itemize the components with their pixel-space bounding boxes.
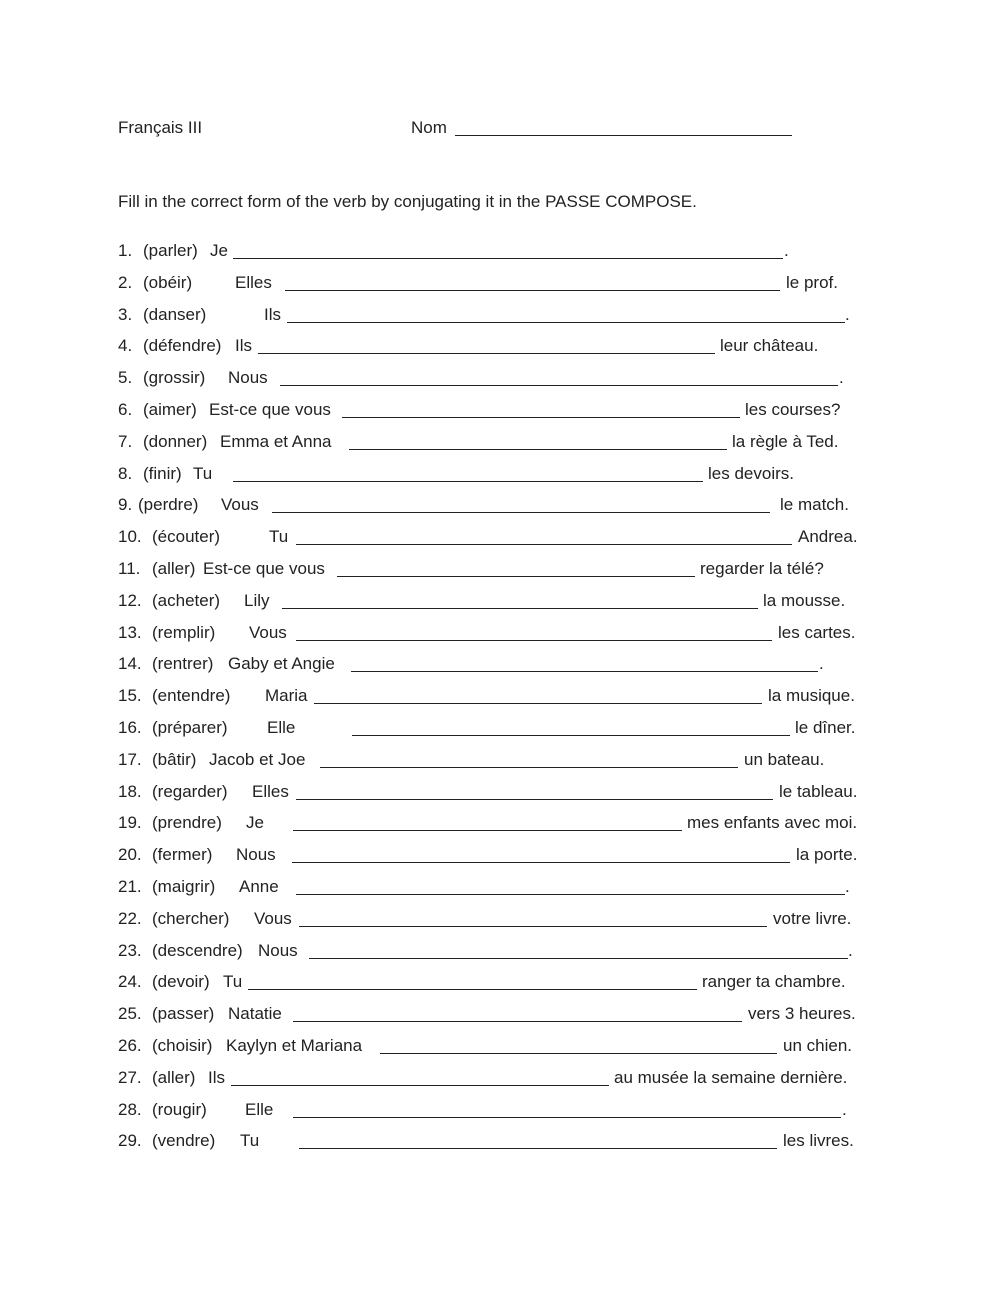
exercise-item	[0, 432, 1000, 454]
item-verb: (chercher)	[152, 908, 230, 928]
item-subject: Je	[210, 241, 228, 260]
answer-blank[interactable]	[296, 877, 845, 895]
answer-blank[interactable]	[233, 241, 783, 259]
item-ending: les courses?	[745, 400, 841, 419]
item-verb: (choisir)	[152, 1036, 213, 1055]
item-subject: Nous	[236, 845, 276, 865]
item-subject: Elles	[252, 781, 289, 801]
answer-blank[interactable]	[296, 623, 772, 641]
exercise-item	[0, 782, 1000, 804]
item-number: 14.	[118, 654, 142, 674]
item-verb: (fermer)	[152, 845, 213, 865]
item-subject: Ils	[235, 336, 252, 356]
item-number: 29.	[118, 1131, 142, 1151]
exercise-item	[0, 750, 1000, 772]
answer-blank[interactable]	[299, 1131, 777, 1149]
item-number: 17.	[118, 749, 142, 769]
item-ending: .	[845, 304, 850, 324]
item-ending: votre livre.	[773, 908, 852, 928]
item-subject: Kaylyn et Mariana	[226, 1036, 363, 1055]
answer-blank[interactable]	[287, 305, 845, 323]
item-ending: ranger ta chambre.	[702, 972, 846, 992]
exercise-item	[0, 1004, 1000, 1026]
exercise-item	[0, 1131, 1000, 1153]
worksheet-header	[0, 118, 1000, 140]
item-verb: (devoir)	[152, 972, 210, 992]
item-subject: Nous	[228, 368, 268, 388]
item-number: 10.	[118, 527, 142, 547]
item-verb: (rougir)	[152, 1099, 207, 1119]
item-verb: (obéir)	[143, 272, 193, 292]
item-subject: Est-ce que vous	[203, 559, 325, 578]
course-title: Français III	[118, 118, 203, 137]
exercise-item	[0, 305, 1000, 327]
name-label: Nom	[411, 118, 447, 137]
answer-blank[interactable]	[309, 941, 848, 959]
item-subject: Maria	[265, 686, 308, 706]
item-subject: Ils	[264, 304, 281, 324]
item-number: 27.	[118, 1067, 142, 1087]
answer-blank[interactable]	[233, 464, 703, 482]
item-subject: Jacob et Joe	[209, 749, 306, 769]
item-number: 24.	[118, 972, 142, 992]
item-verb: (défendre)	[143, 336, 222, 356]
item-verb: (grossir)	[143, 368, 206, 388]
answer-blank[interactable]	[314, 686, 762, 704]
item-number: 12.	[118, 590, 142, 610]
item-subject: Elle	[267, 718, 296, 737]
item-number: 23.	[118, 940, 142, 960]
item-number: 15.	[118, 686, 142, 706]
answer-blank[interactable]	[380, 1036, 777, 1054]
item-number: 7.	[118, 431, 133, 451]
answer-blank[interactable]	[292, 845, 790, 863]
answer-blank[interactable]	[293, 1100, 841, 1118]
answer-blank[interactable]	[293, 813, 682, 831]
item-subject: Tu	[193, 463, 213, 483]
exercise-item	[0, 591, 1000, 613]
item-number: 22.	[118, 908, 142, 928]
exercise-item	[0, 400, 1000, 422]
item-subject: Lily	[244, 590, 270, 610]
item-ending: au musée la semaine dernière.	[614, 1067, 848, 1087]
item-ending: la mousse.	[763, 590, 846, 610]
item-subject: Tu	[240, 1131, 260, 1151]
item-number: 26.	[118, 1036, 142, 1055]
item-verb: (regarder)	[152, 781, 228, 801]
item-verb: (écouter)	[152, 527, 221, 547]
item-number: 8.	[118, 463, 133, 483]
item-ending: les devoirs.	[708, 463, 794, 483]
item-ending: un bateau.	[744, 749, 825, 769]
item-ending: .	[819, 654, 824, 674]
answer-blank[interactable]	[282, 591, 758, 609]
item-number: 21.	[118, 877, 142, 896]
item-number: 20.	[118, 845, 142, 865]
item-ending: mes enfants avec moi.	[687, 813, 858, 833]
item-number: 19.	[118, 813, 142, 833]
item-verb: (aimer)	[143, 400, 197, 419]
exercise-item	[0, 686, 1000, 708]
item-verb: (aller)	[152, 1067, 196, 1087]
item-verb: (acheter)	[152, 590, 221, 610]
exercise-item	[0, 527, 1000, 549]
item-verb: (entendre)	[152, 686, 231, 706]
item-ending: les cartes.	[778, 622, 856, 642]
item-ending: la musique.	[768, 686, 855, 706]
exercise-item	[0, 909, 1000, 931]
exercise-item	[0, 559, 1000, 581]
answer-blank[interactable]	[320, 750, 738, 768]
answer-blank[interactable]	[293, 1004, 742, 1022]
item-verb: (parler)	[143, 241, 198, 260]
item-ending: leur château.	[720, 336, 819, 356]
item-subject: Ils	[208, 1067, 225, 1087]
item-number: 16.	[118, 718, 142, 737]
item-ending: le dîner.	[795, 718, 856, 737]
answer-blank[interactable]	[285, 273, 780, 291]
exercise-item	[0, 1036, 1000, 1058]
answer-blank[interactable]	[248, 972, 697, 990]
item-verb: (maigrir)	[152, 877, 216, 896]
answer-blank[interactable]	[258, 336, 715, 354]
item-ending: le match.	[780, 495, 849, 515]
item-verb: (passer)	[152, 1004, 215, 1024]
item-ending: le prof.	[786, 272, 838, 292]
exercise-item	[0, 241, 1000, 263]
item-verb: (descendre)	[152, 940, 243, 960]
item-subject: Gaby et Angie	[228, 654, 335, 674]
exercise-item	[0, 877, 1000, 899]
item-ending: vers 3 heures.	[748, 1004, 856, 1024]
item-subject: Elle	[245, 1099, 274, 1119]
item-ending: .	[784, 241, 789, 260]
item-number: 5.	[118, 368, 133, 388]
answer-blank[interactable]	[296, 527, 792, 545]
exercise-item	[0, 972, 1000, 994]
item-ending: la règle à Ted.	[732, 431, 839, 451]
exercise-item	[0, 1068, 1000, 1090]
answer-blank[interactable]	[272, 495, 770, 513]
item-verb: (aller)	[152, 559, 196, 578]
exercise-item	[0, 623, 1000, 645]
item-verb: (bâtir)	[152, 749, 197, 769]
item-ending: la porte.	[796, 845, 858, 865]
instructions: Fill in the correct form of the verb by conjugating it in the PASSE COMPOSE.	[118, 192, 697, 211]
item-verb: (perdre)	[138, 495, 199, 515]
exercise-item	[0, 495, 1000, 517]
item-number: 28.	[118, 1099, 142, 1119]
exercise-item	[0, 1100, 1000, 1122]
item-ending: regarder la télé?	[700, 559, 824, 578]
exercise-item	[0, 718, 1000, 740]
item-number: 11.	[118, 559, 141, 578]
item-subject: Vous	[254, 908, 292, 928]
item-verb: (danser)	[143, 304, 207, 324]
item-subject: Nous	[258, 940, 298, 960]
answer-blank[interactable]	[337, 559, 695, 577]
exercise-item	[0, 336, 1000, 358]
item-subject: Tu	[223, 972, 243, 992]
item-ending: .	[839, 368, 844, 388]
answer-blank[interactable]	[349, 432, 727, 450]
item-ending: un chien.	[783, 1036, 852, 1055]
exercise-item	[0, 654, 1000, 676]
item-ending: .	[842, 1099, 847, 1119]
item-subject: Natatie	[228, 1004, 282, 1024]
item-subject: Emma et Anna	[220, 431, 332, 451]
answer-blank[interactable]	[352, 718, 790, 736]
exercise-item	[0, 941, 1000, 963]
answer-blank[interactable]	[280, 368, 838, 386]
exercise-item	[0, 845, 1000, 867]
item-verb: (remplir)	[152, 622, 216, 642]
name-blank[interactable]	[455, 135, 792, 136]
answer-blank[interactable]	[231, 1068, 609, 1086]
item-number: 13.	[118, 622, 142, 642]
item-subject: Je	[246, 813, 264, 833]
item-ending: le tableau.	[779, 781, 858, 801]
item-ending: Andrea.	[798, 527, 858, 547]
item-subject: Anne	[239, 877, 279, 896]
answer-blank[interactable]	[342, 400, 740, 418]
answer-blank[interactable]	[296, 782, 773, 800]
item-verb: (préparer)	[152, 718, 228, 737]
item-number: 9.	[118, 495, 133, 515]
exercise-item	[0, 464, 1000, 486]
item-number: 1.	[118, 241, 133, 260]
exercise-item	[0, 813, 1000, 835]
item-subject: Vous	[249, 622, 287, 642]
item-number: 3.	[118, 304, 133, 324]
item-ending: .	[845, 877, 850, 896]
exercise-item	[0, 368, 1000, 390]
answer-blank[interactable]	[299, 909, 767, 927]
item-subject: Elles	[235, 272, 272, 292]
item-verb: (vendre)	[152, 1131, 216, 1151]
item-number: 18.	[118, 781, 142, 801]
item-verb: (prendre)	[152, 813, 222, 833]
item-verb: (rentrer)	[152, 654, 214, 674]
item-subject: Tu	[269, 527, 289, 547]
item-number: 4.	[118, 336, 133, 356]
item-ending: les livres.	[783, 1131, 854, 1151]
item-verb: (donner)	[143, 431, 208, 451]
item-number: 6.	[118, 400, 133, 419]
item-number: 25.	[118, 1004, 142, 1024]
exercise-item	[0, 273, 1000, 295]
item-subject: Est-ce que vous	[209, 400, 331, 419]
item-subject: Vous	[221, 495, 259, 515]
item-verb: (finir)	[143, 463, 182, 483]
item-ending: .	[848, 940, 853, 960]
item-number: 2.	[118, 272, 133, 292]
answer-blank[interactable]	[351, 654, 818, 672]
